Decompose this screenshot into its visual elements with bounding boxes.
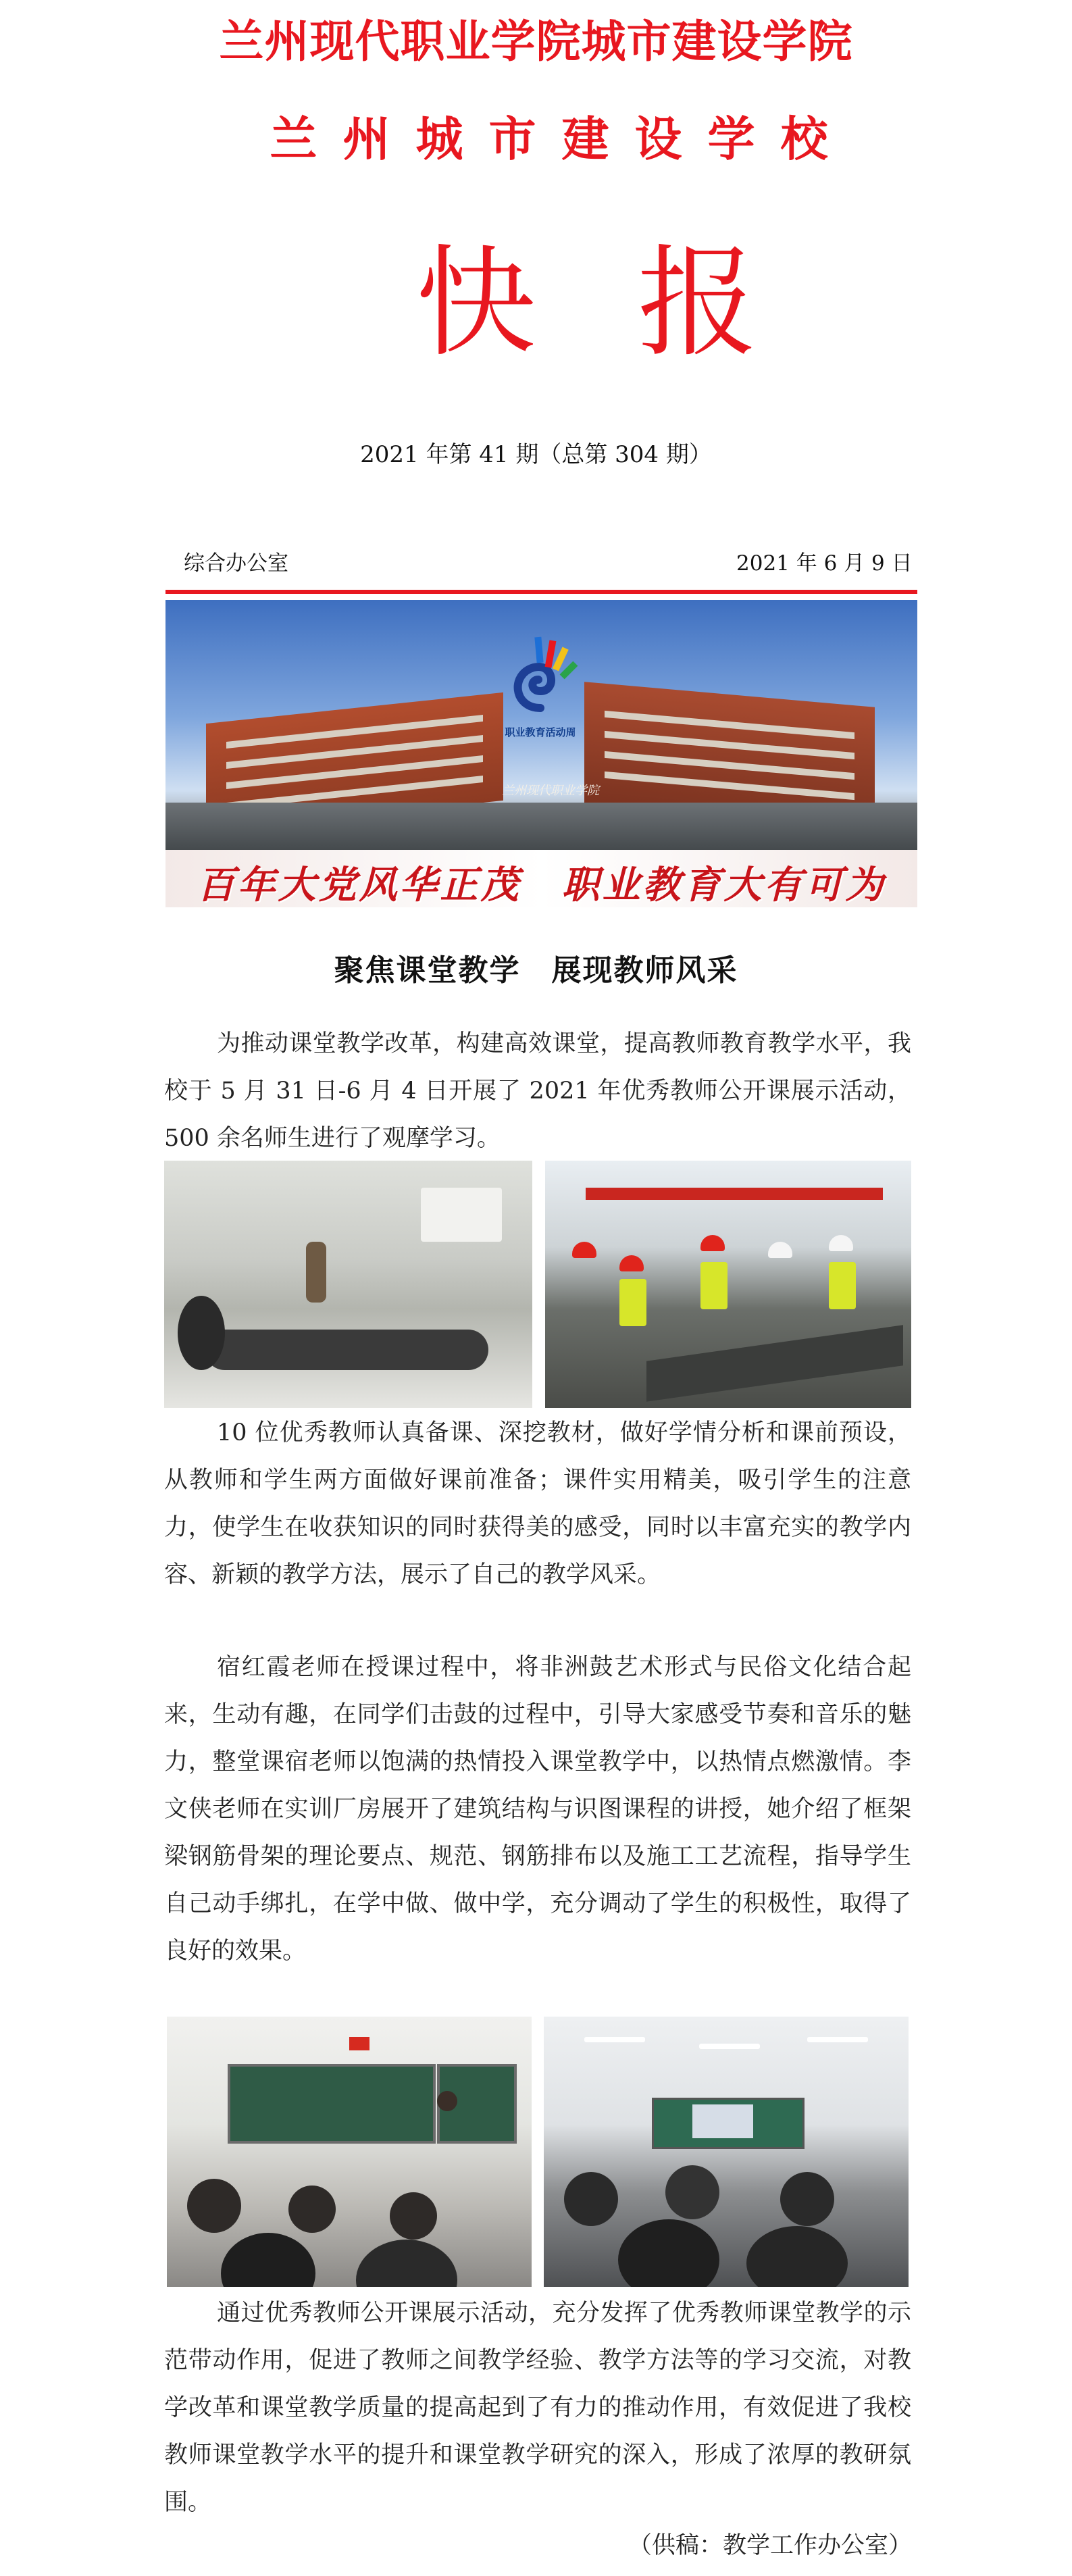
issuing-office: 综合办公室: [184, 551, 288, 576]
campus-road: [165, 803, 917, 857]
header-divider: [165, 590, 917, 594]
article-paragraph-3: 宿红霞老师在授课过程中，将非洲鼓艺术形式与民俗文化结合起来，生动有趣，在同学们击鼓的过程中，引导大家感受节奏和音乐的魅力，整堂课宿老师以饱满的热情投入课堂教学中，以热情点燃激情。李文侠老师在实训厂房展开了建筑结构与识图课程的讲授，她介绍了框架梁钢筋骨架的理论要点、规范、钢筋排布以及施工工艺流程，指导学生自己动手绑扎，在学中做、做中学，充分调动了学生的积极性，取得了良好的效果。: [164, 1654, 911, 1965]
banner-slogan: 百年大党风华正茂 职业教育大有可为: [197, 863, 886, 907]
issue-date: 2021 年 6 月 9 日: [736, 551, 913, 576]
institution-name: 兰州现代职业学院城市建设学院: [219, 16, 853, 68]
article-credit: （供稿：教学工作办公室）: [628, 2532, 912, 2559]
article-paragraph-1: 为推动课堂教学改革，构建高效课堂，提高教师教育教学水平，我校于 5 月 31 日-6 月 4 日开展了 2021 年优秀教师公开课展示活动，500 余名师生进行了观摩学习。: [164, 1030, 911, 1152]
photo-classroom-lecture: [167, 2017, 532, 2287]
bulletin-title: 快报: [415, 233, 859, 373]
photo-rebar-training: [545, 1161, 911, 1408]
campus-banner-image: [165, 600, 917, 907]
vocational-week-logo-icon: [490, 627, 591, 728]
photo-multimedia-classroom: [544, 2017, 909, 2287]
issue-number: 2021 年第 41 期（总第 304 期）: [360, 441, 712, 468]
article-headline: 聚焦课堂教学 展现教师风采: [334, 953, 738, 988]
gate-inscription: 兰州现代职业学院: [502, 784, 599, 798]
school-name: 兰州城市建设学校: [270, 111, 854, 167]
photo-drum-class: [164, 1161, 532, 1408]
article-paragraph-2: 10 位优秀教师认真备课、深挖教材，做好学情分析和课前预设，从教师和学生两方面做好课前准备；课件实用精美，吸引学生的注意力，使学生在收获知识的同时获得美的感受，同时以丰富充实的教学内容、新颖的教学方法，展示了自己的教学风采。: [164, 1419, 911, 1588]
logo-caption: 职业教育活动周: [505, 726, 576, 738]
article-paragraph-4: 通过优秀教师公开课展示活动，充分发挥了优秀教师课堂教学的示范带动作用，促进了教师之间教学经验、教学方法等的学习交流，对教学改革和课堂教学质量的提高起到了有力的推动作用，有效促进了我校教师课堂教学水平的提升和课堂教学研究的深入，形成了浓厚的教研氛围。: [164, 2300, 911, 2516]
